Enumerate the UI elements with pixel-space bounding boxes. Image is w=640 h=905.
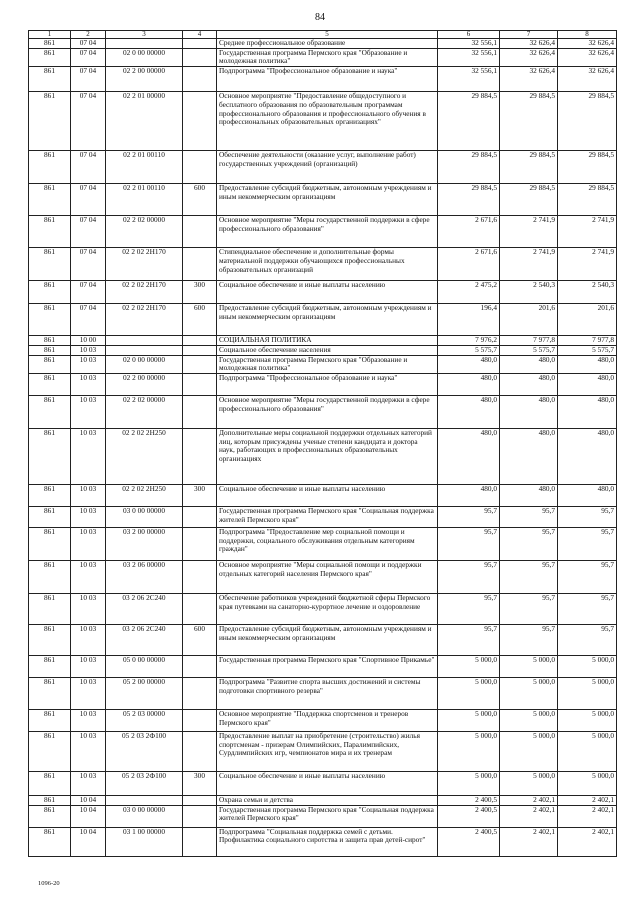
amount-year2-cell: 32 626,4	[500, 67, 558, 92]
target-article-cell: 02 2 02 2Н170	[106, 304, 183, 336]
expense-type-cell	[183, 731, 217, 771]
description-cell: Государственная программа Пермского края "Спортивное Прикамье"	[217, 655, 438, 677]
amount-year2-cell: 480,0	[500, 395, 558, 428]
description-cell: Социальное обеспечение населения	[217, 345, 438, 355]
amount-year3-cell: 95,7	[558, 506, 617, 527]
expense-type-cell: 600	[183, 184, 217, 216]
amount-year2-cell: 95,7	[500, 593, 558, 624]
admin-code-cell: 861	[29, 373, 71, 395]
expense-type-cell	[183, 506, 217, 527]
description-cell: Стипендиальное обеспечение и дополнительные формы материальной поддержки обучающихся профессиональных образовательных организаций	[217, 248, 438, 281]
table-row	[29, 216, 617, 248]
expense-type-cell	[183, 48, 217, 66]
amount-year1-cell: 5 575,7	[438, 345, 500, 355]
target-article-cell	[106, 345, 183, 355]
amount-year1-cell: 29 884,5	[438, 184, 500, 216]
amount-year1-cell: 5 000,0	[438, 677, 500, 709]
section-code-cell: 10 03	[71, 593, 106, 624]
target-article-cell	[106, 39, 183, 49]
description-cell: Основное мероприятие "Меры государственной поддержки в сфере профессионального образования"	[217, 395, 438, 428]
section-code-cell: 10 03	[71, 484, 106, 506]
table-row	[29, 506, 617, 527]
table-row	[29, 560, 617, 593]
target-article-cell: 02 2 01 00110	[106, 184, 183, 216]
target-article-cell: 02 2 00 00000	[106, 67, 183, 92]
amount-year1-cell: 95,7	[438, 593, 500, 624]
admin-code-cell: 861	[29, 92, 71, 151]
target-article-cell	[106, 795, 183, 805]
amount-year1-cell: 29 884,5	[438, 92, 500, 151]
admin-code-cell: 861	[29, 527, 71, 560]
description-cell: Обеспечение работников учреждений бюджетной сферы Пермского края путевками на санаторно-курортное лечение и оздоровление	[217, 593, 438, 624]
table-row	[29, 677, 617, 709]
section-code-cell: 10 03	[71, 677, 106, 709]
column-number-row	[29, 31, 617, 39]
amount-year1-cell: 32 556,1	[438, 48, 500, 66]
table-row	[29, 336, 617, 346]
section-code-cell: 07 04	[71, 48, 106, 66]
amount-year3-cell: 2 402,1	[558, 795, 617, 805]
amount-year2-cell: 2 402,1	[500, 827, 558, 856]
amount-year3-cell: 95,7	[558, 624, 617, 655]
admin-code-cell: 861	[29, 216, 71, 248]
description-cell: Подпрограмма "Профессиональное образование и наука"	[217, 373, 438, 395]
table-row	[29, 805, 617, 827]
table-row	[29, 624, 617, 655]
admin-code-cell: 861	[29, 560, 71, 593]
target-article-cell: 02 2 01 00110	[106, 151, 183, 184]
amount-year3-cell: 29 884,5	[558, 184, 617, 216]
amount-year3-cell: 5 000,0	[558, 655, 617, 677]
amount-year2-cell: 5 000,0	[500, 709, 558, 731]
amount-year3-cell: 480,0	[558, 373, 617, 395]
amount-year3-cell: 5 000,0	[558, 709, 617, 731]
column-number: 6	[438, 31, 500, 39]
amount-year1-cell: 32 556,1	[438, 39, 500, 49]
admin-code-cell: 861	[29, 593, 71, 624]
expense-type-cell	[183, 527, 217, 560]
description-cell: Социальное обеспечение и иные выплаты населению	[217, 281, 438, 304]
column-number: 1	[29, 31, 71, 39]
admin-code-cell: 861	[29, 624, 71, 655]
amount-year3-cell: 480,0	[558, 355, 617, 373]
target-article-cell: 02 2 02 00000	[106, 216, 183, 248]
amount-year3-cell: 95,7	[558, 527, 617, 560]
description-cell: Среднее профессиональное образование	[217, 39, 438, 49]
target-article-cell: 02 0 00 00000	[106, 355, 183, 373]
expense-type-cell	[183, 216, 217, 248]
admin-code-cell: 861	[29, 39, 71, 49]
section-code-cell: 10 03	[71, 355, 106, 373]
section-code-cell: 10 03	[71, 395, 106, 428]
amount-year1-cell: 95,7	[438, 527, 500, 560]
admin-code-cell: 861	[29, 395, 71, 428]
amount-year1-cell: 2 400,5	[438, 795, 500, 805]
target-article-cell: 05 0 00 00000	[106, 655, 183, 677]
amount-year2-cell: 5 000,0	[500, 771, 558, 795]
amount-year1-cell: 5 000,0	[438, 731, 500, 771]
amount-year3-cell: 32 626,4	[558, 67, 617, 92]
description-cell: Предоставление субсидий бюджетным, автономным учреждениям и иным некоммерческим организациям	[217, 304, 438, 336]
amount-year3-cell: 480,0	[558, 428, 617, 484]
amount-year1-cell: 5 000,0	[438, 709, 500, 731]
amount-year2-cell: 201,6	[500, 304, 558, 336]
section-code-cell: 10 03	[71, 506, 106, 527]
table-row	[29, 281, 617, 304]
target-article-cell: 02 2 02 2Н250	[106, 484, 183, 506]
column-number: 5	[217, 31, 438, 39]
description-cell: Государственная программа Пермского края "Образование и молодежная политика"	[217, 48, 438, 66]
amount-year1-cell: 32 556,1	[438, 67, 500, 92]
amount-year3-cell: 5 000,0	[558, 771, 617, 795]
description-cell: Подпрограмма "Профессиональное образование и наука"	[217, 67, 438, 92]
expense-type-cell	[183, 560, 217, 593]
expense-type-cell	[183, 67, 217, 92]
column-number: 2	[71, 31, 106, 39]
amount-year3-cell: 7 977,8	[558, 336, 617, 346]
table-body	[29, 39, 617, 857]
target-article-cell: 02 2 02 2Н250	[106, 428, 183, 484]
table-row	[29, 395, 617, 428]
expense-type-cell: 300	[183, 281, 217, 304]
amount-year2-cell: 480,0	[500, 373, 558, 395]
admin-code-cell: 861	[29, 48, 71, 66]
amount-year2-cell: 2 540,3	[500, 281, 558, 304]
admin-code-cell: 861	[29, 655, 71, 677]
section-code-cell: 07 04	[71, 216, 106, 248]
amount-year3-cell: 480,0	[558, 395, 617, 428]
section-code-cell: 10 03	[71, 771, 106, 795]
amount-year2-cell: 5 575,7	[500, 345, 558, 355]
section-code-cell: 10 04	[71, 805, 106, 827]
table-row	[29, 151, 617, 184]
amount-year2-cell: 95,7	[500, 527, 558, 560]
expense-type-cell	[183, 709, 217, 731]
admin-code-cell: 861	[29, 677, 71, 709]
amount-year1-cell: 29 884,5	[438, 151, 500, 184]
column-number: 7	[500, 31, 558, 39]
amount-year2-cell: 29 884,5	[500, 92, 558, 151]
expense-type-cell	[183, 428, 217, 484]
admin-code-cell: 861	[29, 506, 71, 527]
section-code-cell: 07 04	[71, 39, 106, 49]
amount-year2-cell: 95,7	[500, 560, 558, 593]
section-code-cell: 10 03	[71, 527, 106, 560]
expense-type-cell	[183, 248, 217, 281]
admin-code-cell: 861	[29, 345, 71, 355]
amount-year3-cell: 2 540,3	[558, 281, 617, 304]
amount-year3-cell: 5 575,7	[558, 345, 617, 355]
target-article-cell: 05 2 03 2Ф100	[106, 731, 183, 771]
expense-type-cell	[183, 355, 217, 373]
target-article-cell: 02 2 02 00000	[106, 395, 183, 428]
column-number: 4	[183, 31, 217, 39]
description-cell: Подпрограмма "Социальная поддержка семей с детьми. Профилактика социального сиротства и защита прав детей-сирот"	[217, 827, 438, 856]
amount-year2-cell: 95,7	[500, 624, 558, 655]
expense-type-cell	[183, 827, 217, 856]
amount-year3-cell: 2 741,9	[558, 216, 617, 248]
amount-year1-cell: 95,7	[438, 506, 500, 527]
amount-year1-cell: 480,0	[438, 373, 500, 395]
amount-year2-cell: 32 626,4	[500, 48, 558, 66]
expense-type-cell	[183, 92, 217, 151]
target-article-cell: 05 2 03 2Ф100	[106, 771, 183, 795]
admin-code-cell: 861	[29, 304, 71, 336]
table-row	[29, 184, 617, 216]
expense-type-cell	[183, 805, 217, 827]
description-cell: Предоставление субсидий бюджетным, автономным учреждениям и иным некоммерческим организациям	[217, 624, 438, 655]
expense-type-cell	[183, 395, 217, 428]
amount-year3-cell: 480,0	[558, 484, 617, 506]
description-cell: Охрана семьи и детства	[217, 795, 438, 805]
section-code-cell: 10 03	[71, 709, 106, 731]
description-cell: СОЦИАЛЬНАЯ ПОЛИТИКА	[217, 336, 438, 346]
amount-year2-cell: 480,0	[500, 484, 558, 506]
table-row	[29, 731, 617, 771]
expense-type-cell	[183, 345, 217, 355]
table-row	[29, 92, 617, 151]
section-code-cell: 10 03	[71, 624, 106, 655]
amount-year1-cell: 5 000,0	[438, 771, 500, 795]
amount-year3-cell: 32 626,4	[558, 48, 617, 66]
description-cell: Предоставление выплат на приобретение (строительство) жилья спортсменам - призерам Олимпийских, Паралимпийских, Сурдлимпийских игр, чемпионатов мира и их тренерам	[217, 731, 438, 771]
expense-type-cell: 300	[183, 484, 217, 506]
amount-year1-cell: 2 671,6	[438, 216, 500, 248]
column-number: 8	[558, 31, 617, 39]
amount-year1-cell: 95,7	[438, 624, 500, 655]
amount-year3-cell: 29 884,5	[558, 92, 617, 151]
admin-code-cell: 861	[29, 484, 71, 506]
target-article-cell: 02 2 02 2Н170	[106, 281, 183, 304]
amount-year2-cell: 29 884,5	[500, 184, 558, 216]
target-article-cell: 03 1 00 00000	[106, 827, 183, 856]
description-cell: Основное мероприятие "Предоставление общедоступного и бесплатного образования по образовательным программам профессионального образования и профессионального обучения в профессиональных образовательных организациях"	[217, 92, 438, 151]
description-cell: Подпрограмма "Развитие спорта высших достижений и системы подготовки спортивного резерва"	[217, 677, 438, 709]
description-cell: Основное мероприятие "Меры государственной поддержки в сфере профессионального образования"	[217, 216, 438, 248]
admin-code-cell: 861	[29, 731, 71, 771]
target-article-cell: 03 2 06 2С240	[106, 593, 183, 624]
admin-code-cell: 861	[29, 795, 71, 805]
section-code-cell: 10 04	[71, 795, 106, 805]
amount-year3-cell: 2 402,1	[558, 827, 617, 856]
amount-year3-cell: 29 884,5	[558, 151, 617, 184]
description-cell: Социальное обеспечение и иные выплаты населению	[217, 484, 438, 506]
table-row	[29, 248, 617, 281]
description-cell: Основное мероприятие "Меры социальной помощи и поддержки отдельных категорий населения Пермского края"	[217, 560, 438, 593]
amount-year1-cell: 5 000,0	[438, 655, 500, 677]
admin-code-cell: 861	[29, 827, 71, 856]
admin-code-cell: 861	[29, 281, 71, 304]
amount-year2-cell: 5 000,0	[500, 677, 558, 709]
target-article-cell: 03 2 06 00000	[106, 560, 183, 593]
column-number: 3	[106, 31, 183, 39]
table-row	[29, 593, 617, 624]
description-cell: Социальное обеспечение и иные выплаты населению	[217, 771, 438, 795]
target-article-cell: 03 2 06 2С240	[106, 624, 183, 655]
section-code-cell: 10 03	[71, 655, 106, 677]
amount-year2-cell: 2 402,1	[500, 805, 558, 827]
admin-code-cell: 861	[29, 355, 71, 373]
section-code-cell: 10 04	[71, 827, 106, 856]
table-row	[29, 827, 617, 856]
section-code-cell: 10 03	[71, 560, 106, 593]
description-cell: Дополнительные меры социальной поддержки отдельных категорий лиц, которым присуждены ученые степени кандидата и доктора наук, работающих в профессиональных образовательных организациях	[217, 428, 438, 484]
description-cell: Предоставление субсидий бюджетным, автономным учреждениям и иным некоммерческим организациям	[217, 184, 438, 216]
amount-year1-cell: 2 475,2	[438, 281, 500, 304]
section-code-cell: 10 00	[71, 336, 106, 346]
amount-year1-cell: 2 400,5	[438, 805, 500, 827]
section-code-cell: 10 03	[71, 428, 106, 484]
document-code: 1096-20	[38, 880, 60, 887]
target-article-cell: 03 0 00 00000	[106, 506, 183, 527]
table-row	[29, 771, 617, 795]
expense-type-cell	[183, 593, 217, 624]
amount-year1-cell: 480,0	[438, 428, 500, 484]
amount-year2-cell: 7 977,8	[500, 336, 558, 346]
table-row	[29, 373, 617, 395]
section-code-cell: 10 03	[71, 345, 106, 355]
amount-year1-cell: 480,0	[438, 355, 500, 373]
section-code-cell: 10 03	[71, 373, 106, 395]
section-code-cell: 07 04	[71, 67, 106, 92]
amount-year3-cell: 5 000,0	[558, 677, 617, 709]
amount-year1-cell: 480,0	[438, 395, 500, 428]
admin-code-cell: 861	[29, 151, 71, 184]
amount-year2-cell: 29 884,5	[500, 151, 558, 184]
amount-year2-cell: 5 000,0	[500, 655, 558, 677]
target-article-cell: 02 2 00 00000	[106, 373, 183, 395]
budget-table	[28, 30, 617, 857]
expense-type-cell	[183, 39, 217, 49]
amount-year3-cell: 2 741,9	[558, 248, 617, 281]
amount-year2-cell: 5 000,0	[500, 731, 558, 771]
admin-code-cell: 861	[29, 805, 71, 827]
target-article-cell: 05 2 03 00000	[106, 709, 183, 731]
table-row	[29, 484, 617, 506]
expense-type-cell: 600	[183, 624, 217, 655]
table-row	[29, 67, 617, 92]
page-number: 84	[315, 12, 325, 23]
admin-code-cell: 861	[29, 67, 71, 92]
description-cell: Государственная программа Пермского края "Социальная поддержка жителей Пермского края"	[217, 805, 438, 827]
admin-code-cell: 861	[29, 336, 71, 346]
expense-type-cell	[183, 336, 217, 346]
table-row	[29, 355, 617, 373]
expense-type-cell	[183, 795, 217, 805]
expense-type-cell	[183, 655, 217, 677]
table-row	[29, 527, 617, 560]
description-cell: Обеспечение деятельности (оказание услуг, выполнение работ) государственных учреждений (организаций)	[217, 151, 438, 184]
expense-type-cell	[183, 677, 217, 709]
expense-type-cell	[183, 151, 217, 184]
amount-year2-cell: 95,7	[500, 506, 558, 527]
admin-code-cell: 861	[29, 248, 71, 281]
amount-year2-cell: 2 402,1	[500, 795, 558, 805]
amount-year3-cell: 5 000,0	[558, 731, 617, 771]
amount-year1-cell: 7 976,2	[438, 336, 500, 346]
description-cell: Основное мероприятие "Поддержка спортсменов и тренеров Пермского края"	[217, 709, 438, 731]
section-code-cell: 07 04	[71, 281, 106, 304]
table-row	[29, 48, 617, 66]
section-code-cell: 07 04	[71, 248, 106, 281]
table-row	[29, 709, 617, 731]
amount-year1-cell: 2 400,5	[438, 827, 500, 856]
expense-type-cell: 300	[183, 771, 217, 795]
description-cell: Государственная программа Пермского края "Социальная поддержка жителей Пермского края"	[217, 506, 438, 527]
amount-year2-cell: 2 741,9	[500, 216, 558, 248]
admin-code-cell: 861	[29, 709, 71, 731]
amount-year1-cell: 196,4	[438, 304, 500, 336]
amount-year3-cell: 95,7	[558, 593, 617, 624]
amount-year2-cell: 480,0	[500, 355, 558, 373]
description-cell: Государственная программа Пермского края "Образование и молодежная политика"	[217, 355, 438, 373]
table-row	[29, 304, 617, 336]
target-article-cell: 02 2 01 00000	[106, 92, 183, 151]
table-row	[29, 655, 617, 677]
amount-year3-cell: 201,6	[558, 304, 617, 336]
table-row	[29, 428, 617, 484]
target-article-cell: 02 0 00 00000	[106, 48, 183, 66]
expense-type-cell	[183, 373, 217, 395]
amount-year1-cell: 95,7	[438, 560, 500, 593]
section-code-cell: 10 03	[71, 731, 106, 771]
section-code-cell: 07 04	[71, 92, 106, 151]
target-article-cell: 03 2 00 00000	[106, 527, 183, 560]
target-article-cell: 05 2 00 00000	[106, 677, 183, 709]
admin-code-cell: 861	[29, 428, 71, 484]
expense-type-cell: 600	[183, 304, 217, 336]
amount-year2-cell: 2 741,9	[500, 248, 558, 281]
admin-code-cell: 861	[29, 771, 71, 795]
target-article-cell	[106, 336, 183, 346]
amount-year2-cell: 480,0	[500, 428, 558, 484]
section-code-cell: 07 04	[71, 151, 106, 184]
description-cell: Подпрограмма "Предоставление мер социальной помощи и поддержки, социального обслуживания отдельным категориям граждан"	[217, 527, 438, 560]
target-article-cell: 02 2 02 2Н170	[106, 248, 183, 281]
amount-year3-cell: 32 626,4	[558, 39, 617, 49]
amount-year2-cell: 32 626,4	[500, 39, 558, 49]
amount-year3-cell: 95,7	[558, 560, 617, 593]
admin-code-cell: 861	[29, 184, 71, 216]
amount-year3-cell: 2 402,1	[558, 805, 617, 827]
target-article-cell: 03 0 00 00000	[106, 805, 183, 827]
section-code-cell: 07 04	[71, 184, 106, 216]
table-row	[29, 795, 617, 805]
table-row	[29, 345, 617, 355]
amount-year1-cell: 2 671,6	[438, 248, 500, 281]
amount-year1-cell: 480,0	[438, 484, 500, 506]
section-code-cell: 07 04	[71, 304, 106, 336]
table-row	[29, 39, 617, 49]
